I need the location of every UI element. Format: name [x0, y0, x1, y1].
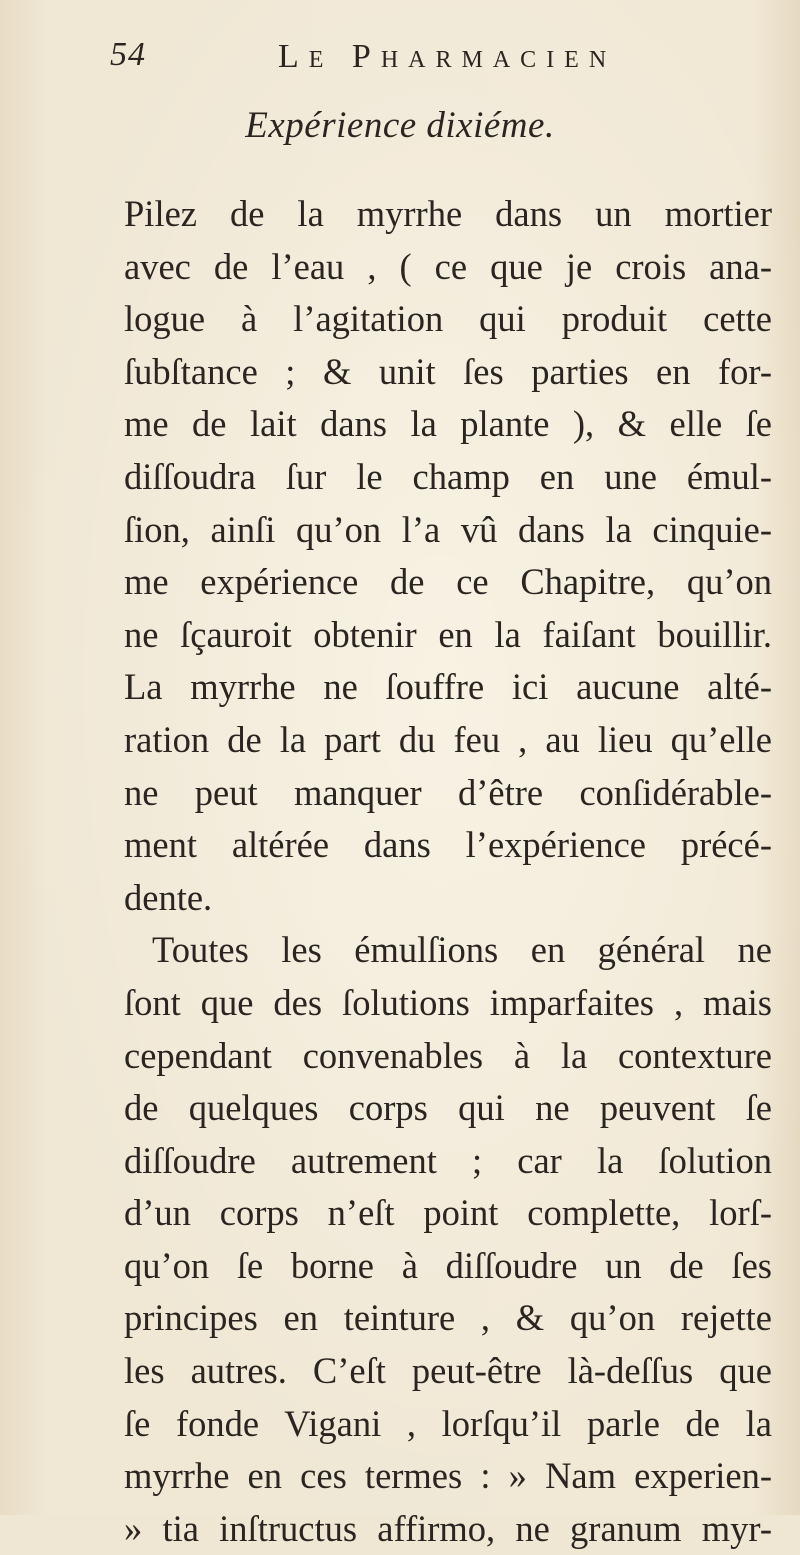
running-title: Le Pharmacien [278, 38, 617, 75]
text-line: ſion, ainſi qu’on l’a vû dans la cinquie- [124, 508, 772, 550]
text-line: logue à l’agitation qui produit cette [124, 298, 772, 340]
text-line: La myrrhe ne ſouffre ici aucune alté- [124, 666, 772, 708]
body-text [124, 188, 772, 1555]
text-line: ſe fonde Vigani , lorſqu’il parle de la [124, 1402, 772, 1444]
text-line: ne peut manquer d’être conſidérable- [124, 771, 772, 813]
running-head [110, 36, 690, 86]
text-line: ne ſçauroit obtenir en la faiſant bouillir. [124, 613, 772, 655]
text-line: me de lait dans la plante ), & elle ſe [124, 403, 772, 445]
text-line: d’un corps n’eſt point complette, lorſ- [124, 1192, 772, 1234]
text-line: dente. [124, 876, 213, 918]
text-line: » tia inſtructus affirmo, ne granum myr- [124, 1507, 772, 1549]
text-line: avec de l’eau , ( ce que je crois ana- [124, 245, 772, 287]
text-line: les autres. C’eſt peut-être là-deſſus que [124, 1350, 772, 1392]
text-line: myrrhe en ces termes : » Nam experien- [124, 1455, 772, 1497]
text-line: Pilez de la myrrhe dans un mortier [124, 193, 772, 234]
text-line: principes en teinture , & qu’on rejette [124, 1297, 772, 1339]
text-line: de quelques corps qui ne peuvent ſe [124, 1087, 772, 1129]
text-line: Toutes les émulſions en général ne [152, 929, 772, 971]
text-line: me expérience de ce Chapitre, qu’on [124, 561, 772, 603]
section-title: Expérience dixiéme. [245, 105, 555, 146]
text-line: diſſoudra ſur le champ en une émul- [124, 455, 772, 497]
text-line: ſubſtance ; & unit ſes parties en for- [124, 350, 772, 392]
page-number: 54 [110, 36, 146, 73]
text-line: qu’on ſe borne à diſſoudre un de ſes [124, 1244, 772, 1286]
text-line: ſont que des ſolutions imparfaites , mais [124, 981, 772, 1023]
text-line: ration de la part du feu , au lieu qu’elle [124, 718, 772, 760]
text-line: diſſoudre autrement ; car la ſolution [124, 1139, 772, 1181]
text-line: ment altérée dans l’expérience précé- [124, 824, 772, 866]
text-line: cependant convenables à la contexture [124, 1034, 772, 1076]
